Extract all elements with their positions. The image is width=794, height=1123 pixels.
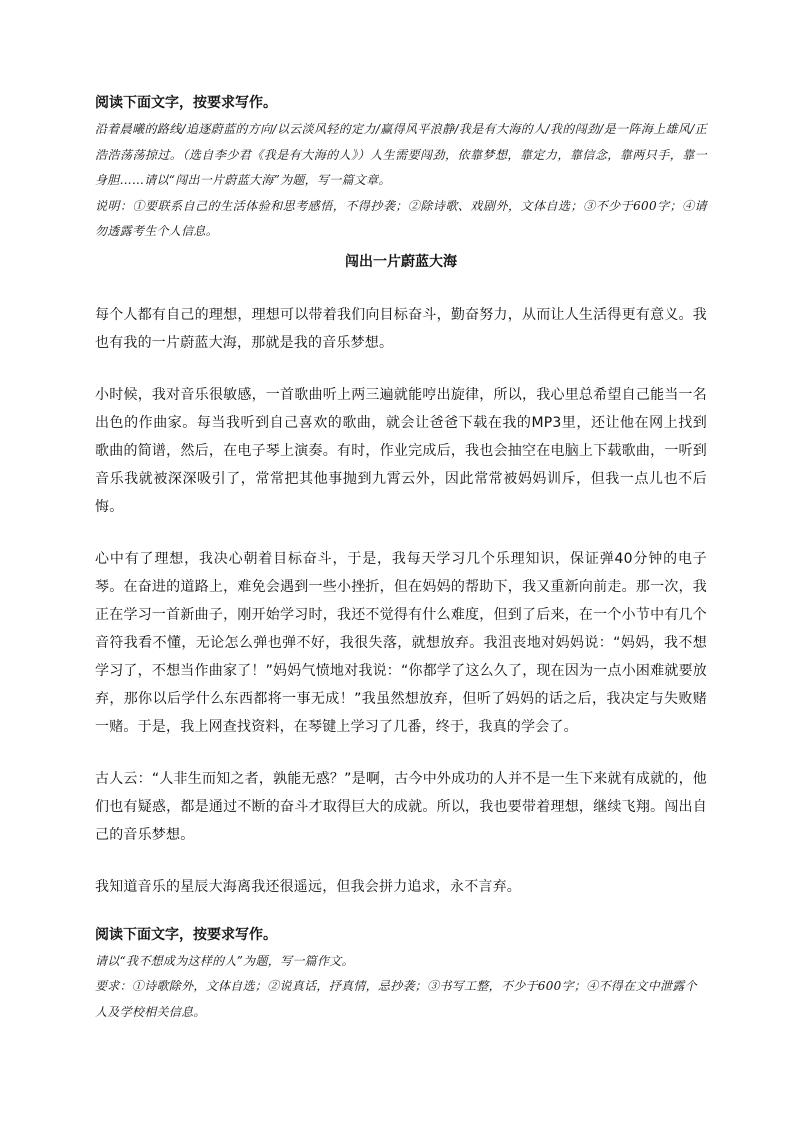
section1-prompt: 沿着晨曦的路线/追逐蔚蓝的方向/以云淡风轻的定力/赢得风平浪静/我是有大海的人/我的闯劲/是一阵海上雄风/正浩浩荡荡掠过。（选自李少君《我是有大海的人》）人生需要闯劲，依靠梦想，靠定力，靠信念，靠两只手，靠一身胆……请以“闯出一片蔚蓝大海”为题，写一篇文章。 bbox=[95, 122, 707, 187]
section2-prompt: 请以“我不想成为这样的人”为题，写一篇作文。 bbox=[95, 953, 354, 968]
essay-paragraph: 我知道音乐的星辰大海离我还很遥远，但我会拼力追求，永不言弃。 bbox=[95, 878, 521, 895]
essay-paragraph: 小时候，我对音乐很敏感，一首歌曲听上两三遍就能哼出旋律，所以，我心里总希望自己能当一名出色的作曲家。每当我听到自己喜欢的歌曲，就会让爸爸下载在我的MP3里，还让他在网上找到歌曲的简谱，然后，在电子琴上演奏。有时，作业完成后，我也会抽空在电脑上下载歌曲，一听到音乐我就被深深吸引了，常常把其他事抛到九霄云外，因此常常被妈妈训斥，但我一点儿也不后悔。 bbox=[95, 386, 707, 515]
section2-requirements: 要求：①诗歌除外，文体自选；②说真话，抒真情，忌抄袭；③书写工整，不少于600字；④不得在文中泄露个人及学校相关信息。 bbox=[95, 979, 697, 1019]
section1-heading: 阅读下面文字，按要求写作。 bbox=[95, 95, 277, 111]
section2 bbox=[95, 925, 707, 1026]
section1-note: 说明：①要联系自己的生活体验和思考感悟，不得抄袭；②除诗歌、戏剧外，文体自选；③不少于600字；④请勿透露考生个人信息。 bbox=[95, 198, 707, 238]
essay-paragraph: 每个人都有自己的理想，理想可以带着我们向目标奋斗，勤奋努力，从而让人生活得更有意义。我也有我的一片蔚蓝大海，那就是我的音乐梦想。 bbox=[95, 306, 707, 351]
section2-heading: 阅读下面文字，按要求写作。 bbox=[95, 926, 277, 943]
essay-paragraph: 心中有了理想，我决心朝着目标奋斗，于是，我每天学习几个乐理知识，保证弹40分钟的电子琴。在奋进的道路上，难免会遇到一些小挫折，但在妈妈的帮助下，我又重新向前走。那一次，我正在学习一首新曲子，刚开始学习时，我还不觉得有什么难度，但到了后来，在一个小节中有几个音符我看不懂，无论怎么弹也弹不好，我很失落，就想放弃。我沮丧地对妈妈说：“妈妈，我不想学习了，不想当作曲家了！”妈妈气愤地对我说：“你都学了这么久了，现在因为一点小困难就要放弃，那你以后学什么东西都将一事无成！”我虽然想放弃，但听了妈妈的话之后，我决定与失败赌一赌。于是，我上网查找资料，在琴键上学习了几番，终于，我真的学会了。 bbox=[95, 550, 707, 735]
essay-paragraph: 古人云：“人非生而知之者，孰能无惑？”是啊，古今中外成功的人并不是一生下来就有成就的，他们也有疑惑，都是通过不断的奋斗才取得巨大的成就。所以，我也要带着理想，继续飞翔。闯出自己的音乐梦想。 bbox=[95, 770, 707, 843]
essay-title: 闯出一片蔚蓝大海 bbox=[345, 253, 457, 270]
document-page bbox=[95, 93, 707, 1025]
